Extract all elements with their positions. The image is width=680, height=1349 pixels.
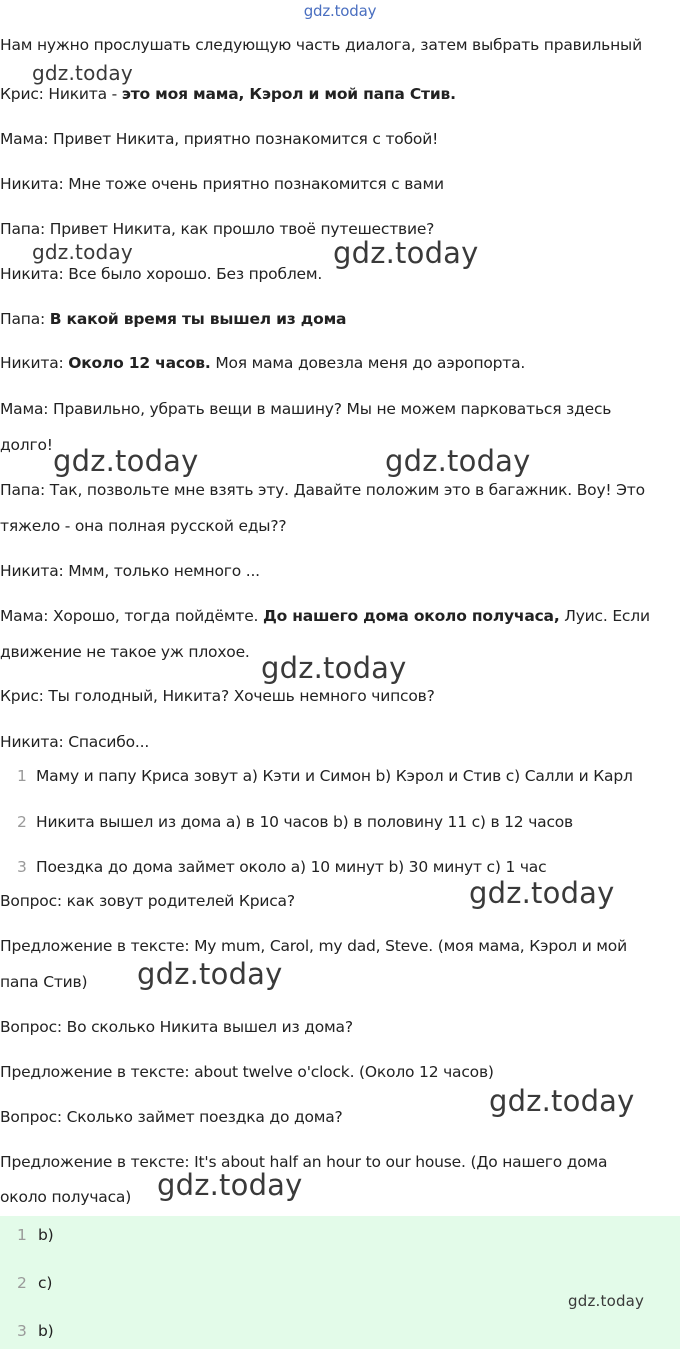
watermark: gdz.today (385, 444, 531, 478)
watermark: gdz.today (32, 61, 133, 85)
dialogue-line: Папа: Привет Никита, как прошло твоё путешествие? (0, 220, 435, 238)
explanation-line: Вопрос: Сколько займет поездка до дома? (0, 1108, 343, 1126)
explanation-line: Предложение в тексте: My mum, Carol, my dad, Steve. (моя мама, Кэрол и мой (0, 937, 627, 955)
answer-number: 1 (17, 1226, 27, 1244)
answer-value: b) (38, 1322, 54, 1340)
dialogue-line: Папа: В какой время ты вышел из дома (0, 310, 347, 328)
explanation-line: Вопрос: Во сколько Никита вышел из дома? (0, 1018, 353, 1036)
dialogue-line: Мама: Правильно, убрать вещи в машину? Мы не можем парковаться здесь (0, 400, 612, 418)
explanation-line: Предложение в тексте: about twelve o'clock. (Около 12 часов) (0, 1063, 494, 1081)
dialogue-line: Крис: Ты голодный, Никита? Хочешь немного чипсов? (0, 687, 435, 705)
explanation-line: Вопрос: как зовут родителей Криса? (0, 892, 295, 910)
dialogue-line: Мама: Хорошо, тогда пойдёмте. До нашего дома около получаса, Луис. Если (0, 607, 650, 625)
question-number: 3 (17, 858, 27, 876)
watermark: gdz.today (333, 236, 479, 270)
answer-box (0, 1216, 680, 1349)
answer-value: b) (38, 1226, 54, 1244)
question-text: Никита вышел из дома a) в 10 часов b) в половину 11 c) в 12 часов (36, 813, 573, 831)
watermark-top: gdz.today (303, 2, 377, 20)
dialogue-line: Никита: Мне тоже очень приятно познакомится с вами (0, 175, 444, 193)
intro-text: Нам нужно прослушать следующую часть диалога, затем выбрать правильный (0, 36, 642, 54)
dialogue-line: движение не такое уж плохое. (0, 643, 250, 661)
answer-number: 3 (17, 1322, 27, 1340)
watermark: gdz.today (157, 1168, 303, 1202)
question-number: 1 (17, 767, 27, 785)
watermark: gdz.today (469, 876, 615, 910)
watermark: gdz.today (32, 240, 133, 264)
dialogue-line: Никита: Все было хорошо. Без проблем. (0, 265, 323, 283)
dialogue-line: Папа: Так, позвольте мне взять эту. Давайте положим это в багажник. Воу! Это (0, 481, 645, 499)
question-text: Маму и папу Криса зовут a) Кэти и Симон b) Кэрол и Стив c) Салли и Карл (36, 767, 633, 785)
answer-number: 2 (17, 1274, 27, 1292)
question-text: Поездка до дома займет около a) 10 минут b) 30 минут c) 1 час (36, 858, 547, 876)
dialogue-line: Крис: Никита - это моя мама, Кэрол и мой папа Стив. (0, 85, 456, 103)
dialogue-line: Никита: Спасибо... (0, 733, 150, 751)
dialogue-line: Никита: Около 12 часов. Моя мама довезла меня до аэропорта. (0, 354, 526, 372)
dialogue-line: Мама: Привет Никита, приятно познакомится с тобой! (0, 130, 439, 148)
dialogue-line: Никита: Ммм, только немного ... (0, 562, 260, 580)
dialogue-line: тяжело - она полная русской еды?? (0, 517, 287, 535)
question-number: 2 (17, 813, 27, 831)
explanation-line: около получаса) (0, 1188, 132, 1206)
watermark: gdz.today (489, 1084, 635, 1118)
watermark: gdz.today (137, 957, 283, 991)
watermark: gdz.today (261, 651, 407, 685)
answer-value: c) (38, 1274, 53, 1292)
dialogue-line: долго! (0, 436, 53, 454)
watermark: gdz.today (568, 1292, 645, 1310)
explanation-line: Предложение в тексте: It's about half an hour to our house. (До нашего дома (0, 1153, 608, 1171)
explanation-line: папа Стив) (0, 973, 88, 991)
watermark: gdz.today (53, 444, 199, 478)
